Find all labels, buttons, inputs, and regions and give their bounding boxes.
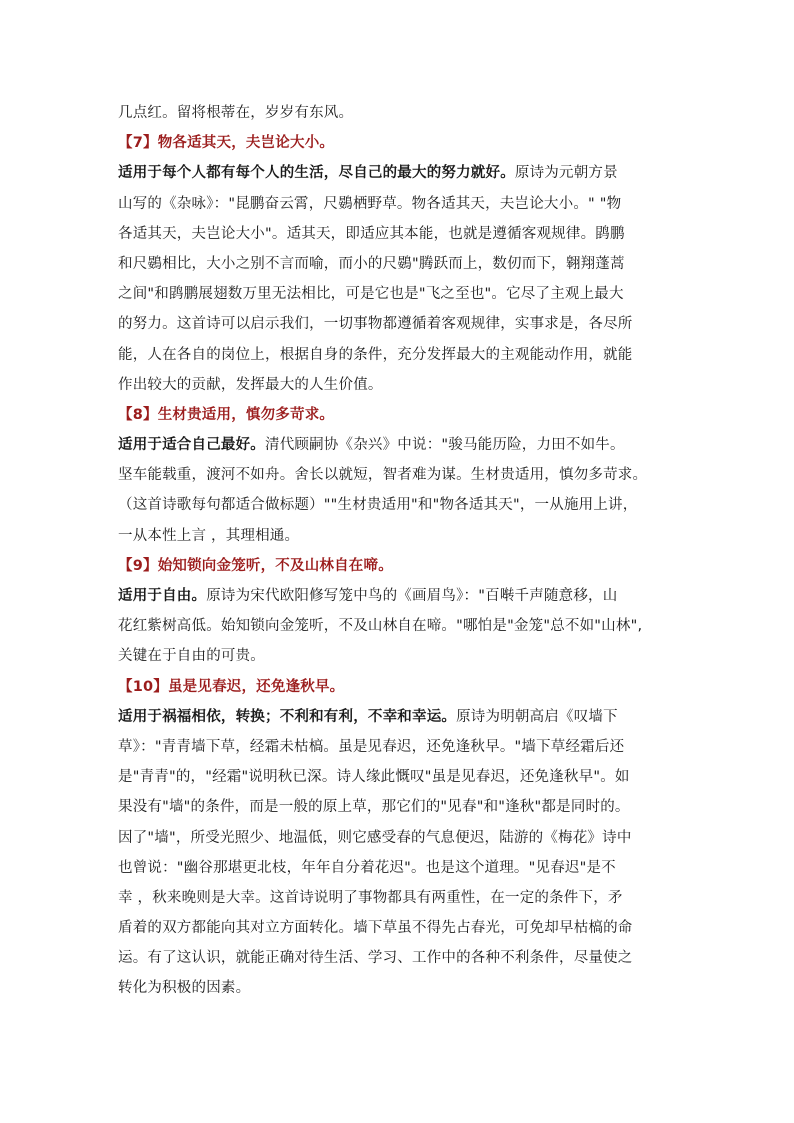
document-body bbox=[118, 98, 684, 1004]
text-line: 关键在于自由的可贵。 bbox=[118, 648, 265, 665]
text-line: 能，人在各自的岗位上，根据自身的条件，充分发挥最大的主观能动作用，就能 bbox=[118, 346, 633, 363]
text-line: 各适其天，夫岂论大小"。适其天，即适应其本能，也就是遵循客观规律。鹍鹏 bbox=[118, 225, 625, 242]
lead-sentence: 适用于自由。 bbox=[118, 588, 207, 604]
lead-sentence: 适用于适合自己最好。 bbox=[118, 437, 265, 454]
lead-sentence: 适用于每个人都有每个人的生活，尽自己的最大的努力就好。 bbox=[118, 165, 515, 182]
text-line: 也曾说："幽谷那堪更北枝，年年自分着花迟"。也是这个道理。"见春迟"是不 bbox=[118, 859, 616, 876]
section-heading: 【7】物各适其天，夫岂论大小。 bbox=[118, 135, 335, 152]
text-line: （这首诗歌每句都适合做标题）""生材贵适用"和"物各适其天"，一从施用上讲， bbox=[118, 497, 638, 514]
text-line: 一从本性上言 ，其理相通。 bbox=[118, 527, 300, 544]
text-line: 草》："青青墙下草，经霜未枯槁。虽是见春迟，还免逢秋早。"墙下草经霜后还 bbox=[118, 738, 625, 755]
text-line: 之间"和鹍鹏展翅数万里无法相比，可是它也是"飞之至也"。它尽了主观上最大 bbox=[118, 286, 624, 303]
text-line: 适用于每个人都有每个人的生活，尽自己的最大的努力就好。原诗为元朝方景 bbox=[118, 165, 618, 182]
continuation-paragraph bbox=[118, 98, 684, 128]
section-8 bbox=[118, 400, 684, 551]
section-9 bbox=[118, 551, 684, 672]
lead-sentence: 适用于祸福相依，转换；不利和有利，不幸和幸运。 bbox=[118, 708, 457, 725]
text-line: 转化为积极的因素。 bbox=[118, 980, 251, 997]
text-line: 是"青青"的，"经霜"说明秋已深。诗人缘此慨叹"虽是见春迟，还免逢秋早"。如 bbox=[118, 769, 630, 786]
text-line: 适用于适合自己最好。清代顾嗣协《杂兴》中说："骏马能历险，力田不如牛。 bbox=[118, 437, 625, 454]
text-line: 作出较大的贡献，发挥最大的人生价值。 bbox=[118, 376, 383, 393]
text-line: 幸 ，秋来晚则是大幸。这首诗说明了事物都具有两重性，在一定的条件下，矛 bbox=[118, 889, 623, 906]
text-line: 的努力。这首诗可以启示我们，一切事物都遵循着客观规律，实事求是，各尽所 bbox=[118, 316, 633, 333]
section-heading: 【10】虽是见春迟，还免逢秋早。 bbox=[118, 678, 345, 695]
text-line: 几点红。留将根蒂在，岁岁有东风。 bbox=[118, 105, 354, 121]
text-line: 山写的《杂咏》："昆鹏奋云霄，尺鷃栖野草。物各适其天，夫岂论大小。" "物 bbox=[118, 195, 622, 212]
text-line: 盾着的双方都能向其对立方面转化。墙下草虽不得先占春光，可免却早枯槁的命 bbox=[118, 920, 633, 937]
text-line: 坚车能载重，渡河不如舟。舍长以就短，智者难为谋。生材贵适用，慎勿多苛求。 bbox=[118, 467, 648, 484]
text-line: 适用于祸福相依，转换；不利和有利，不幸和幸运。原诗为明朝高启《叹墙下 bbox=[118, 708, 618, 725]
text-line: 运。有了这认识，就能正确对待生活、学习、工作中的各种不利条件，尽量使之 bbox=[118, 950, 633, 967]
text-line: 因了"墙"，所受光照少、地温低，则它感受春的气息便迟，陆游的《梅花》诗中 bbox=[118, 829, 632, 846]
text-line: 和尺鷃相比，大小之别不言而喻，而小的尺鷃"腾跃而上，数仞而下，翱翔蓬蒿 bbox=[118, 255, 625, 272]
text-line: 花红紫树高低。始知锁向金笼听，不及山林自在啼。"哪怕是"金笼"总不如"山林", bbox=[118, 618, 643, 635]
text-line: 适用于自由。原诗为宋代欧阳修写笼中鸟的《画眉鸟》："百啭千声随意移，山 bbox=[118, 588, 618, 604]
section-heading: 【9】始知锁向金笼听，不及山林自在啼。 bbox=[118, 557, 393, 574]
section-10 bbox=[118, 672, 684, 1004]
section-heading: 【8】生材贵适用，慎勿多苛求。 bbox=[118, 406, 335, 423]
section-7 bbox=[118, 128, 684, 400]
text-line: 果没有"墙"的条件，而是一般的原上草，那它们的"见春"和"逢秋"都是同时的。 bbox=[118, 799, 630, 816]
